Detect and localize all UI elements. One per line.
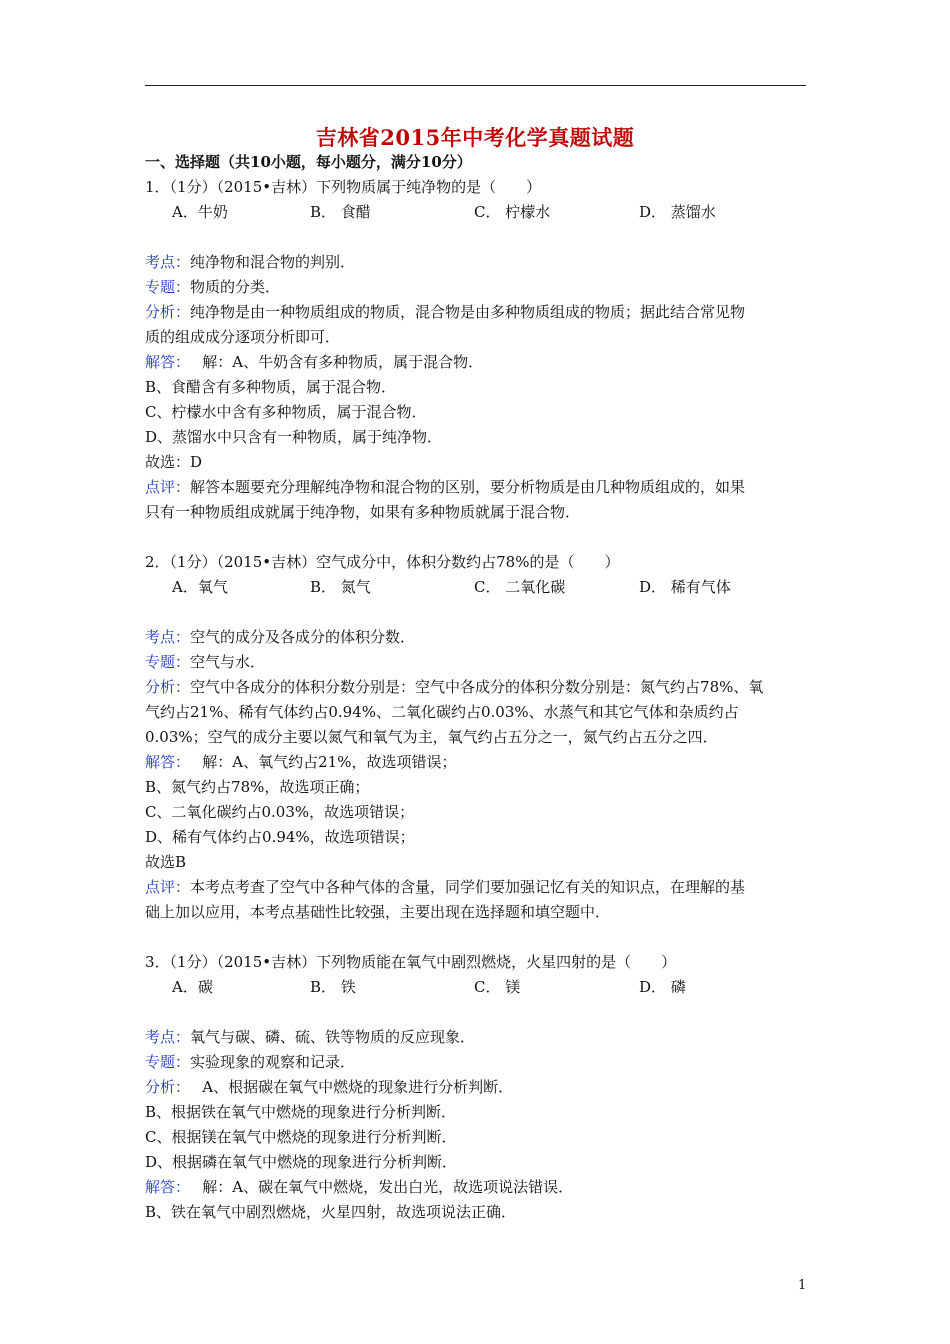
fenxi-row: [145, 677, 763, 697]
kaodian-text: 氧气与碳、磷、硫、铁等物质的反应现象．: [190, 1028, 476, 1046]
zhuanti-row: [145, 652, 265, 672]
fenxi-row: [145, 302, 745, 322]
option-c: C． 二氧化碳: [474, 578, 566, 596]
option-d: D． 稀有气体: [639, 578, 731, 596]
jieda-text: 解：A、牛奶含有多种物质，属于混合物．: [182, 353, 484, 371]
option-c: C． 镁: [474, 978, 521, 996]
zhuanti-label: 专题：: [145, 653, 191, 671]
fenxi-text: 纯净物是由一种物质组成的物质，混合物是由多种物质组成的物质；据此结合常见物: [190, 303, 746, 321]
dianping-line: 只有一种物质组成就属于纯净物，如果有多种物质就属于混合物．: [145, 503, 581, 521]
jieda-label: 解答：: [145, 353, 183, 371]
jieda-line: 故选：D: [145, 453, 203, 471]
header-rule: [145, 85, 806, 86]
jieda-line: D、稀有气体约占0.94%，故选项错误；: [145, 828, 415, 846]
page-number: 1: [798, 1278, 807, 1293]
question-2-stem: 2．（1分）（2015•吉林）空气成分中，体积分数约占78%的是（ ）: [145, 553, 620, 571]
kaodian-label: 考点：: [145, 1028, 191, 1046]
fenxi-line: C、根据镁在氧气中燃烧的现象进行分析判断．: [145, 1128, 457, 1146]
kaodian-row: [145, 252, 355, 272]
dianping-text: 解答本题要充分理解纯净物和混合物的区别，要分析物质是由几种物质组成的，如果: [190, 478, 746, 496]
option-d: D． 蒸馏水: [639, 203, 716, 221]
zhuanti-text: 空气与水．: [190, 653, 266, 671]
fenxi-label: 分析：: [145, 678, 191, 696]
question-1-stem: 1．（1分）（2015•吉林）下列物质属于纯净物的是（ ）: [145, 178, 542, 196]
option-b: B． 食醋: [310, 203, 371, 221]
fenxi-line: 气约占21%、稀有气体约占0.94%、二氧化碳约占0.03%、水蒸气和其它气体和杂质约占: [145, 703, 739, 721]
page-title: 吉林省2015年中考化学真题试题: [315, 125, 635, 150]
jieda-line: C、柠檬水中含有多种物质，属于混合物．: [145, 403, 427, 421]
zhuanti-row: [145, 1052, 355, 1072]
kaodian-label: 考点：: [145, 253, 191, 271]
dianping-row: [145, 877, 745, 897]
jieda-text: 解：A、氧气约占21%，故选项错误；: [182, 753, 457, 771]
option-d: D． 磷: [639, 978, 686, 996]
kaodian-row: [145, 627, 415, 647]
fenxi-label: 分析：: [145, 303, 191, 321]
zhuanti-text: 实验现象的观察和记录．: [190, 1053, 356, 1071]
dianping-label: 点评：: [145, 478, 191, 496]
jieda-text: 解：A、碳在氧气中燃烧，发出白光，故选项说法错误．: [182, 1178, 574, 1196]
zhuanti-label: 专题：: [145, 278, 191, 296]
fenxi-line: B、根据铁在氧气中燃烧的现象进行分析判断．: [145, 1103, 457, 1121]
kaodian-text: 空气的成分及各成分的体积分数．: [190, 628, 416, 646]
kaodian-row: [145, 1027, 475, 1047]
zhuanti-label: 专题：: [145, 1053, 191, 1071]
dianping-label: 点评：: [145, 878, 191, 896]
fenxi-row: [145, 1077, 513, 1097]
kaodian-label: 考点：: [145, 628, 191, 646]
dianping-text: 本考点考查了空气中各种气体的含量，同学们要加强记忆有关的知识点，在理解的基: [190, 878, 746, 896]
jieda-line: B、食醋含有多种物质，属于混合物．: [145, 378, 397, 396]
fenxi-line: 0.03%；空气的成分主要以氮气和氧气为主，氧气约占五分之一，氮气约占五分之四．: [145, 728, 718, 746]
dianping-line: 础上加以应用，本考点基础性比较强，主要出现在选择题和填空题中．: [145, 903, 611, 921]
option-a: A．碳: [172, 978, 213, 996]
jieda-line: B、铁在氧气中剧烈燃烧，火星四射，故选项说法正确．: [145, 1203, 517, 1221]
option-a: A．牛奶: [172, 203, 228, 221]
kaodian-text: 纯净物和混合物的判别．: [190, 253, 356, 271]
fenxi-label: 分析：: [145, 1078, 183, 1096]
jieda-line: B、氮气约占78%，故选项正确；: [145, 778, 370, 796]
jieda-label: 解答：: [145, 753, 183, 771]
dianping-row: [145, 477, 745, 497]
option-b: B． 氮气: [310, 578, 371, 596]
section-heading: 一、选择题（共10小题，每小题分，满分10分）: [145, 153, 472, 171]
fenxi-line: 质的组成成分逐项分析即可．: [145, 328, 341, 346]
jieda-row: [145, 1177, 573, 1197]
jieda-row: [145, 752, 456, 772]
jieda-row: [145, 352, 483, 372]
option-b: B． 铁: [310, 978, 356, 996]
option-c: C． 柠檬水: [474, 203, 551, 221]
jieda-line: D、蒸馏水中只含有一种物质，属于纯净物．: [145, 428, 443, 446]
zhuanti-text: 物质的分类．: [190, 278, 281, 296]
zhuanti-row: [145, 277, 280, 297]
fenxi-text: A、根据碳在氧气中燃烧的现象进行分析判断．: [182, 1078, 514, 1096]
fenxi-text: 空气中各成分的体积分数分别是：空气中各成分的体积分数分别是：氮气约占78%、氧: [190, 678, 764, 696]
jieda-label: 解答：: [145, 1178, 183, 1196]
question-3-stem: 3．（1分）（2015•吉林）下列物质能在氧气中剧烈燃烧，火星四射的是（ ）: [145, 953, 677, 971]
fenxi-line: D、根据磷在氧气中燃烧的现象进行分析判断．: [145, 1153, 458, 1171]
jieda-line: C、二氧化碳约占0.03%，故选项错误；: [145, 803, 415, 821]
option-a: A．氧气: [172, 578, 228, 596]
jieda-line: 故选B: [145, 853, 187, 871]
